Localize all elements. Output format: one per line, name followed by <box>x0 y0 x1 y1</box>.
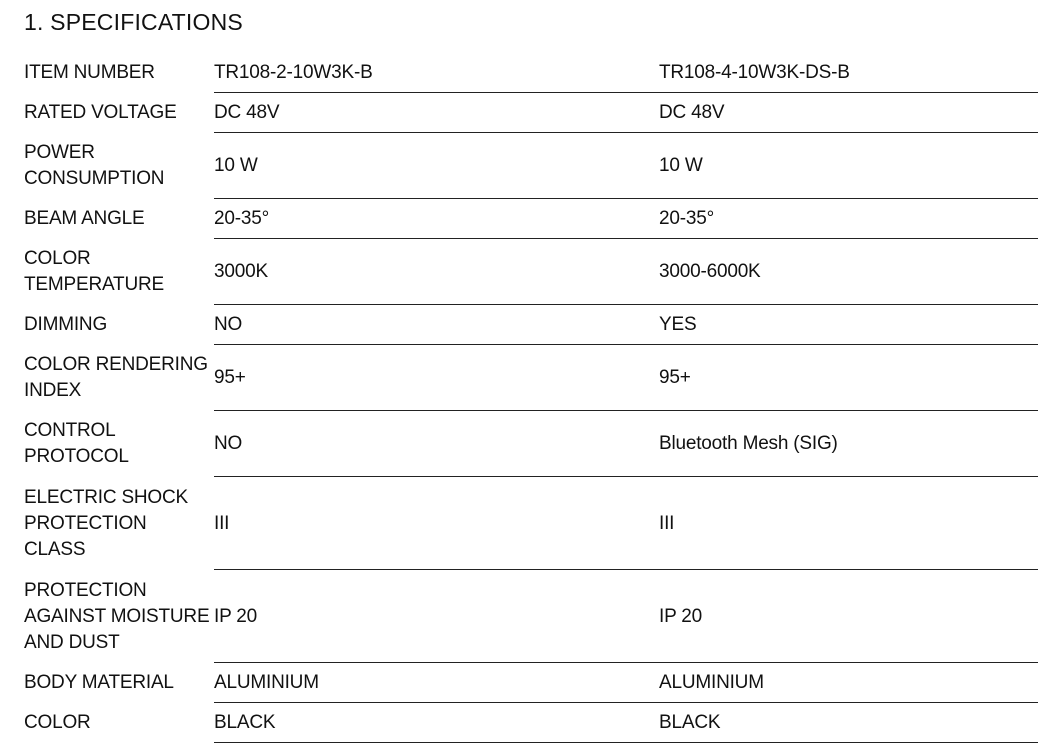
spec-row-protection-moisture-dust <box>24 570 1038 663</box>
spec-value-model-a: DC 48V <box>214 102 280 123</box>
spec-row-power-consumption <box>24 133 1038 199</box>
spec-value-model-a: ALUMINIUM <box>214 672 319 693</box>
spec-label: PROTECTION AGAINST MOISTURE AND DUST <box>24 579 210 653</box>
spec-value-model-b: 95+ <box>659 367 691 388</box>
spec-value-model-b: YES <box>659 314 697 335</box>
spec-value-model-a: TR108-2-10W3K-B <box>214 62 373 83</box>
spec-value-model-b: DC 48V <box>659 102 725 123</box>
spec-value-model-b: 20-35° <box>659 208 714 229</box>
spec-value-model-b: ALUMINIUM <box>659 672 764 693</box>
spec-row-color <box>24 703 1038 743</box>
section-heading: 1. SPECIFICATIONS <box>24 9 243 35</box>
spec-row-electric-shock-protection-class <box>24 477 1038 570</box>
spec-row-dimming <box>24 305 1038 345</box>
spec-row-color-rendering-index <box>24 345 1038 411</box>
spec-value-model-b: III <box>659 512 675 534</box>
spec-label: COLOR <box>24 712 91 733</box>
spec-value-model-b: Bluetooth Mesh (SIG) <box>659 433 838 454</box>
spec-label: POWER CONSUMPTION <box>24 142 165 189</box>
spec-row-item-number <box>24 53 1038 93</box>
spec-label: CONTROL PROTOCOL <box>24 420 129 467</box>
spec-label: COLOR RENDERING INDEX <box>24 354 208 401</box>
spec-value-model-b: TR108-4-10W3K-DS-B <box>659 62 850 83</box>
spec-row-rated-voltage <box>24 93 1038 133</box>
spec-value-model-b: 3000-6000K <box>659 261 761 282</box>
spec-row-body-material <box>24 663 1038 703</box>
spec-label: DIMMING <box>24 314 108 335</box>
spec-label: RATED VOLTAGE <box>24 102 177 123</box>
spec-value-model-a: IP 20 <box>214 605 258 627</box>
spec-value-model-a: BLACK <box>214 712 276 733</box>
spec-value-model-b: IP 20 <box>659 605 703 627</box>
spec-value-model-b: 10 W <box>659 155 703 176</box>
spec-label: COLOR TEMPERATURE <box>24 248 164 295</box>
spec-label: BODY MATERIAL <box>24 672 174 693</box>
spec-value-model-a: 20-35° <box>214 208 269 229</box>
spec-value-model-a: 3000K <box>214 261 268 282</box>
spec-row-control-protocol <box>24 411 1038 477</box>
spec-label: BEAM ANGLE <box>24 208 145 229</box>
spec-row-color-temperature <box>24 239 1038 305</box>
spec-value-model-a: NO <box>214 314 243 335</box>
spec-value-model-a: 95+ <box>214 367 246 388</box>
spec-label: ELECTRIC SHOCK PROTECTION CLASS <box>24 486 189 560</box>
spec-value-model-b: BLACK <box>659 712 721 733</box>
spec-value-model-a: NO <box>214 433 243 454</box>
spec-row-beam-angle <box>24 199 1038 239</box>
spec-label: ITEM NUMBER <box>24 62 155 83</box>
specifications-table <box>24 53 1038 743</box>
spec-value-model-a: 10 W <box>214 155 258 176</box>
spec-value-model-a: III <box>214 512 230 534</box>
